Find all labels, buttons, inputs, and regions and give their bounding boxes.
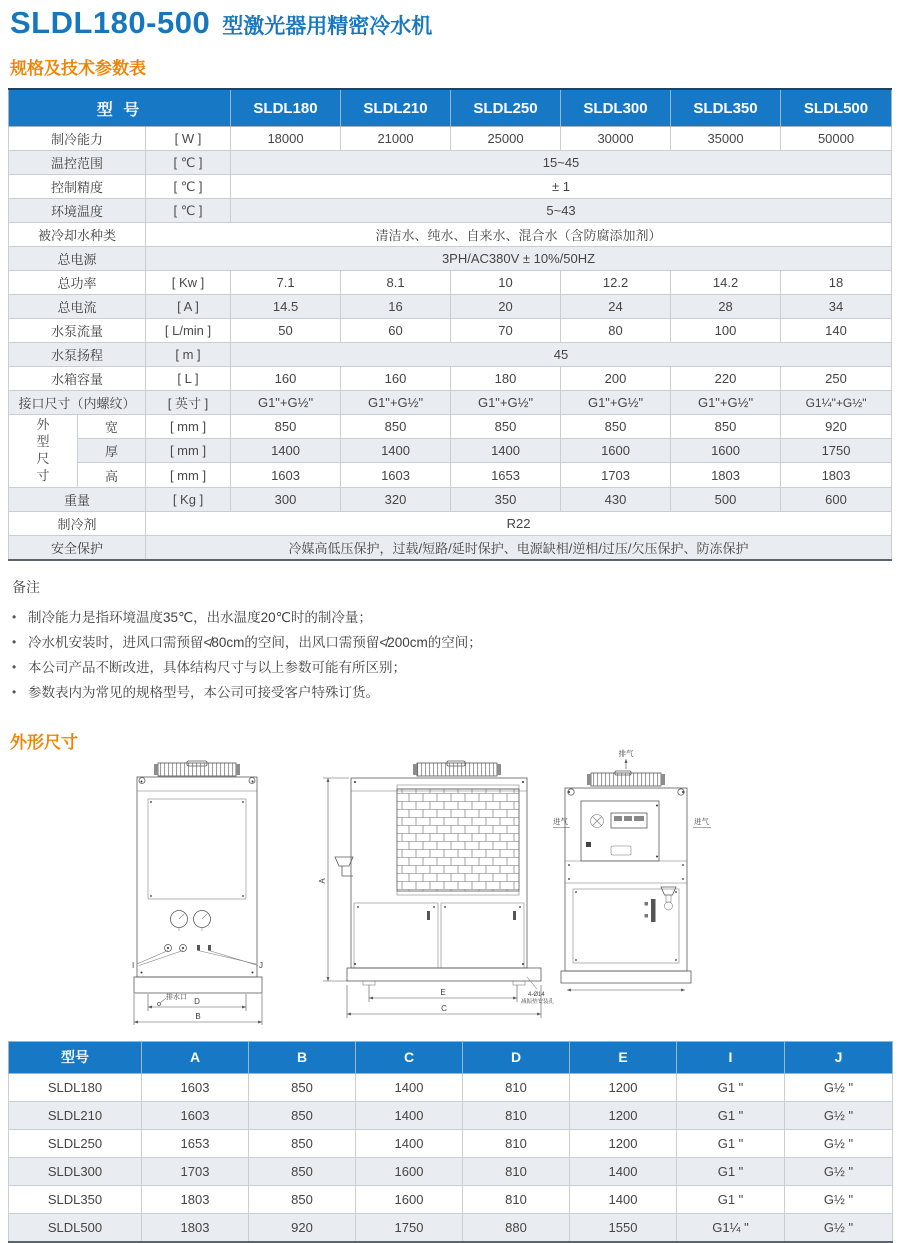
- dims-value-cell: 850: [249, 1185, 356, 1213]
- intake-left-label: [553, 816, 570, 828]
- spec-value-cell: 50: [231, 319, 341, 343]
- dim-label-i: I: [132, 960, 135, 970]
- spec-value-cell: 140: [781, 319, 892, 343]
- spec-merged-cell: 3PH/AC380V ± 10%/50HZ: [146, 247, 892, 271]
- spec-value-cell: 18: [781, 271, 892, 295]
- spec-merged-cell: 15~45: [231, 151, 892, 175]
- spec-merged-cell: R22: [146, 511, 892, 535]
- spec-value-cell: 850: [231, 415, 341, 439]
- spec-value-cell: 1400: [231, 439, 341, 463]
- spec-value-cell: 850: [561, 415, 671, 439]
- dims-model-cell: SLDL250: [9, 1129, 142, 1157]
- spec-row: [9, 127, 892, 151]
- spec-value-cell: 1750: [781, 439, 892, 463]
- dim-label-c: C: [441, 1003, 447, 1013]
- spec-row: [9, 223, 892, 247]
- spec-value-cell: 320: [341, 487, 451, 511]
- note-item: [12, 630, 892, 655]
- spec-value-cell: 1600: [561, 439, 671, 463]
- dims-value-cell: 880: [463, 1213, 570, 1242]
- dims-value-cell: G1 ": [677, 1101, 785, 1129]
- pressure-gauge-icon: [171, 910, 211, 931]
- drain-label: 排水口: [166, 993, 187, 1001]
- control-panel: [581, 801, 659, 861]
- fill-funnel-icon: [661, 887, 676, 895]
- note-bullet: •: [12, 609, 17, 624]
- outline-drawings: [8, 748, 892, 1033]
- spec-unit-cell: [ mm ]: [146, 439, 231, 463]
- spec-label-cell: 重量: [9, 487, 146, 511]
- spec-label-cell: 总电源: [9, 247, 146, 271]
- dims-value-cell: 1400: [356, 1129, 463, 1157]
- spec-value-cell: 1653: [451, 463, 561, 487]
- note-item: [12, 680, 892, 705]
- spec-row: [9, 463, 892, 487]
- spec-value-cell: 35000: [671, 127, 781, 151]
- section-heading-specs: 规格及技术参数表: [10, 59, 146, 79]
- spec-row: [9, 367, 892, 391]
- note-item: [12, 605, 892, 630]
- dims-value-cell: 1200: [570, 1073, 677, 1101]
- dims-value-cell: 850: [249, 1101, 356, 1129]
- note-text: 参数表内为常见的规格型号，本公司可接受客户特殊订货。: [28, 684, 379, 700]
- spec-unit-cell: [ ℃ ]: [146, 175, 231, 199]
- dims-value-cell: G1 ": [677, 1129, 785, 1157]
- spec-value-cell: 1803: [671, 463, 781, 487]
- side-doors: [354, 903, 524, 968]
- spec-row: [9, 175, 892, 199]
- dims-value-cell: G1 ": [677, 1073, 785, 1101]
- dims-header-cell: I: [677, 1041, 785, 1073]
- spec-unit-cell: [ A ]: [146, 295, 231, 319]
- fan-top: [413, 761, 501, 776]
- air-grille: [397, 785, 519, 895]
- dims-value-cell: 850: [249, 1157, 356, 1185]
- dims-value-cell: 1653: [142, 1129, 249, 1157]
- spec-label-cell: 安全保护: [9, 535, 146, 560]
- dim-label-e: E: [440, 987, 446, 997]
- spec-value-cell: 850: [671, 415, 781, 439]
- spec-label-cell: 水泵扬程: [9, 343, 146, 367]
- spec-value-cell: 60: [341, 319, 451, 343]
- dims-value-cell: 850: [249, 1129, 356, 1157]
- dims-value-cell: 1400: [570, 1185, 677, 1213]
- spec-sublabel-cell: 宽: [78, 415, 146, 439]
- dim-d: [148, 994, 246, 1011]
- dims-value-cell: 1600: [356, 1185, 463, 1213]
- dims-value-cell: 1400: [570, 1157, 677, 1185]
- spec-row: [9, 199, 892, 223]
- spec-value-cell: 1803: [781, 463, 892, 487]
- spec-label-cell: 总电流: [9, 295, 146, 319]
- spec-value-cell: 16: [341, 295, 451, 319]
- dims-row: [9, 1213, 893, 1242]
- spec-unit-cell: [ 英寸 ]: [146, 391, 231, 415]
- spec-value-cell: 1603: [231, 463, 341, 487]
- spec-sublabel-cell: 厚: [78, 439, 146, 463]
- dims-header-cell: C: [356, 1041, 463, 1073]
- spec-unit-cell: [ ℃ ]: [146, 151, 231, 175]
- spec-label-cell: 控制精度: [9, 175, 146, 199]
- title-model: SLDL180-500: [10, 5, 211, 40]
- spec-value-cell: 7.1: [231, 271, 341, 295]
- spec-value-cell: 160: [231, 367, 341, 391]
- exhaust-label: 排气: [618, 748, 634, 758]
- spec-row: [9, 415, 892, 439]
- spec-merged-cell: 清洁水、纯水、自来水、混合水（含防腐添加剂）: [146, 223, 892, 247]
- dims-value-cell: 1603: [142, 1073, 249, 1101]
- spec-value-cell: 70: [451, 319, 561, 343]
- note-item: [12, 655, 892, 680]
- model-header-cell: SLDL210: [341, 89, 451, 127]
- dims-row: [9, 1101, 893, 1129]
- spec-value-cell: G1"+G½": [341, 391, 451, 415]
- dims-model-cell: SLDL350: [9, 1185, 142, 1213]
- model-header-cell: SLDL180: [231, 89, 341, 127]
- spec-value-cell: 920: [781, 415, 892, 439]
- spec-label-cell: 水泵流量: [9, 319, 146, 343]
- note-text: 冷水机安装时，进风口需预留≮80cm的空间，出风口需预留≮200cm的空间；: [28, 634, 482, 650]
- dims-model-cell: SLDL210: [9, 1101, 142, 1129]
- spec-row: [9, 511, 892, 535]
- dims-row: [9, 1073, 893, 1101]
- spec-value-cell: 200: [561, 367, 671, 391]
- fan-top: [154, 761, 240, 776]
- dims-header-cell: B: [249, 1041, 356, 1073]
- switch-icon: [586, 842, 591, 847]
- spec-row: [9, 319, 892, 343]
- level-gauge-icon: [651, 899, 656, 922]
- spec-row: [9, 271, 892, 295]
- dim-a: [318, 778, 349, 981]
- spec-value-cell: 18000: [231, 127, 341, 151]
- front-view-drawing: [132, 761, 264, 1029]
- spec-value-cell: 100: [671, 319, 781, 343]
- spec-value-cell: G1"+G½": [231, 391, 341, 415]
- spec-value-cell: G1"+G½": [561, 391, 671, 415]
- dims-value-cell: 1803: [142, 1185, 249, 1213]
- spec-value-cell: 160: [341, 367, 451, 391]
- base-frame: [561, 971, 691, 983]
- dims-value-cell: 1200: [570, 1129, 677, 1157]
- dims-value-cell: 810: [463, 1129, 570, 1157]
- spec-value-cell: 350: [451, 487, 561, 511]
- spec-row: [9, 487, 892, 511]
- spec-label-cell: 制冷剂: [9, 511, 146, 535]
- dim-label-a: A: [318, 877, 327, 884]
- spec-label-cell: 水箱容量: [9, 367, 146, 391]
- spec-label-cell: 被冷却水种类: [9, 223, 146, 247]
- dims-value-cell: 920: [249, 1213, 356, 1242]
- spec-unit-cell: [ mm ]: [146, 463, 231, 487]
- side-view-drawing: [318, 761, 555, 1029]
- dims-value-cell: 810: [463, 1185, 570, 1213]
- dims-row: [9, 1129, 893, 1157]
- dims-value-cell: 1200: [570, 1101, 677, 1129]
- spec-value-cell: 850: [451, 415, 561, 439]
- rear-view-drawing: [553, 747, 713, 1019]
- spec-unit-cell: [ Kw ]: [146, 271, 231, 295]
- spec-label-cell: 总功率: [9, 271, 146, 295]
- lifting-eye-icon: [249, 777, 255, 783]
- dims-header-cell: E: [570, 1041, 677, 1073]
- mounting-holes-line2: 减振垫安装孔: [521, 998, 555, 1005]
- spec-row: [9, 295, 892, 319]
- spec-value-cell: 300: [231, 487, 341, 511]
- note-bullet: •: [12, 634, 17, 649]
- spec-sublabel-cell: 高: [78, 463, 146, 487]
- spec-value-cell: 1400: [341, 439, 451, 463]
- spec-value-cell: 1703: [561, 463, 671, 487]
- spec-row: [9, 535, 892, 560]
- spec-value-cell: 1400: [451, 439, 561, 463]
- spec-value-cell: G1¼"+G½": [781, 391, 892, 415]
- spec-value-cell: 1603: [341, 463, 451, 487]
- mounting-holes-line1: 4-Ø14: [528, 991, 545, 998]
- dims-value-cell: 1603: [142, 1101, 249, 1129]
- notes: [12, 577, 892, 705]
- dims-table: [8, 1041, 893, 1243]
- note-text: 本公司产品不断改进，具体结构尺寸与以上参数可能有所区别；: [28, 659, 406, 675]
- spec-unit-cell: [ ℃ ]: [146, 199, 231, 223]
- spec-value-cell: G1"+G½": [671, 391, 781, 415]
- spec-row: [9, 391, 892, 415]
- spec-value-cell: 500: [671, 487, 781, 511]
- section-heading-dims: 外形尺寸: [10, 732, 78, 752]
- dims-value-cell: G½ ": [785, 1157, 893, 1185]
- dims-header-cell: A: [142, 1041, 249, 1073]
- spec-row: [9, 151, 892, 175]
- dims-value-cell: G½ ": [785, 1185, 893, 1213]
- spec-unit-cell: [ m ]: [146, 343, 231, 367]
- dims-value-cell: 810: [463, 1073, 570, 1101]
- model-header-cell: SLDL350: [671, 89, 781, 127]
- dims-model-cell: SLDL300: [9, 1157, 142, 1185]
- dims-header-row: [9, 1041, 893, 1073]
- notes-title: 备注: [12, 578, 40, 595]
- spec-value-cell: 80: [561, 319, 671, 343]
- dims-value-cell: 850: [249, 1073, 356, 1101]
- dims-value-cell: G½ ": [785, 1073, 893, 1101]
- spec-merged-cell: 冷媒高低压保护，过载/短路/延时保护、电源缺相/逆相/过压/欠压保护、防冻保护: [146, 535, 892, 560]
- spec-value-cell: G1"+G½": [451, 391, 561, 415]
- model-header-cell: SLDL500: [781, 89, 892, 127]
- dims-value-cell: 1750: [356, 1213, 463, 1242]
- model-header-cell: SLDL300: [561, 89, 671, 127]
- dims-value-cell: 1550: [570, 1213, 677, 1242]
- spec-label-cell: 温控范围: [9, 151, 146, 175]
- spec-value-cell: 430: [561, 487, 671, 511]
- spec-value-cell: 14.2: [671, 271, 781, 295]
- intake-right-label: [693, 816, 711, 828]
- spec-unit-cell: [ mm ]: [146, 415, 231, 439]
- spec-value-cell: 600: [781, 487, 892, 511]
- note-bullet: •: [12, 659, 17, 674]
- dim-label-b: B: [195, 1011, 201, 1021]
- note-bullet: •: [12, 684, 17, 699]
- spec-value-cell: 250: [781, 367, 892, 391]
- spec-value-cell: 14.5: [231, 295, 341, 319]
- dims-header-cell: 型号: [9, 1041, 142, 1073]
- dims-header-cell: J: [785, 1041, 893, 1073]
- dims-value-cell: G1 ": [677, 1157, 785, 1185]
- svg-text:进气: 进气: [694, 816, 709, 826]
- spec-merged-cell: 5~43: [231, 199, 892, 223]
- spec-value-cell: 220: [671, 367, 781, 391]
- spec-merged-cell: ± 1: [231, 175, 892, 199]
- spec-value-cell: 8.1: [341, 271, 451, 295]
- cabinet-rear: [565, 788, 687, 971]
- spec-value-cell: 34: [781, 295, 892, 319]
- spec-label-cell: 接口尺寸（内螺纹）: [9, 391, 146, 415]
- spec-corner-header: 型 号: [9, 89, 231, 127]
- spec-unit-cell: [ W ]: [146, 127, 231, 151]
- base-frame: [347, 968, 541, 981]
- dim-label-j: J: [259, 960, 263, 970]
- spec-table: [8, 88, 892, 561]
- spec-value-cell: 180: [451, 367, 561, 391]
- group-label-cell: 外型尺寸: [9, 415, 78, 488]
- lifting-eye-icon: [139, 777, 145, 783]
- drain-funnel-icon: [335, 857, 353, 879]
- spec-row: [9, 343, 892, 367]
- spec-row: [9, 439, 892, 463]
- spec-unit-cell: [ L ]: [146, 367, 231, 391]
- dims-value-cell: G1¼ ": [677, 1213, 785, 1242]
- spec-label-cell: 制冷能力: [9, 127, 146, 151]
- spec-value-cell: 10: [451, 271, 561, 295]
- page-title: [8, 6, 892, 40]
- nameplate-icon: [611, 846, 631, 855]
- dims-value-cell: G½ ": [785, 1101, 893, 1129]
- base-frame: [134, 977, 262, 993]
- spec-unit-cell: [ L/min ]: [146, 319, 231, 343]
- dims-value-cell: G½ ": [785, 1213, 893, 1242]
- spec-header-row: [9, 89, 892, 127]
- dim-label-d: D: [194, 996, 200, 1006]
- spec-value-cell: 1600: [671, 439, 781, 463]
- dims-model-cell: SLDL500: [9, 1213, 142, 1242]
- dims-row: [9, 1185, 893, 1213]
- dims-value-cell: 1400: [356, 1073, 463, 1101]
- spec-value-cell: 28: [671, 295, 781, 319]
- dim-e: [369, 985, 517, 1002]
- title-suffix: 型激光器用精密冷水机: [222, 15, 433, 38]
- dims-value-cell: G½ ": [785, 1129, 893, 1157]
- dims-value-cell: 1803: [142, 1213, 249, 1242]
- spec-merged-cell: 45: [231, 343, 892, 367]
- model-header-cell: SLDL250: [451, 89, 561, 127]
- lower-compartment: [573, 887, 679, 963]
- dims-value-cell: 1400: [356, 1101, 463, 1129]
- svg-text:进气: 进气: [553, 816, 568, 826]
- dims-value-cell: G1 ": [677, 1185, 785, 1213]
- spec-label-cell: 环境温度: [9, 199, 146, 223]
- dims-value-cell: 1703: [142, 1157, 249, 1185]
- spec-value-cell: 850: [341, 415, 451, 439]
- fan-top: [587, 771, 665, 786]
- dims-value-cell: 1600: [356, 1157, 463, 1185]
- dims-value-cell: 810: [463, 1101, 570, 1129]
- water-connectors: [165, 944, 212, 951]
- spec-value-cell: 25000: [451, 127, 561, 151]
- spec-value-cell: 24: [561, 295, 671, 319]
- notes-list: [12, 605, 892, 705]
- spec-value-cell: 50000: [781, 127, 892, 151]
- spec-value-cell: 30000: [561, 127, 671, 151]
- spec-value-cell: 12.2: [561, 271, 671, 295]
- dims-header-cell: D: [463, 1041, 570, 1073]
- spec-unit-cell: [ Kg ]: [146, 487, 231, 511]
- spec-value-cell: 21000: [341, 127, 451, 151]
- dims-value-cell: 810: [463, 1157, 570, 1185]
- note-text: 制冷能力是指环境温度35℃，出水温度20℃时的制冷量；: [28, 609, 372, 625]
- dims-model-cell: SLDL180: [9, 1073, 142, 1101]
- dims-row: [9, 1157, 893, 1185]
- spec-value-cell: 20: [451, 295, 561, 319]
- spec-row: [9, 247, 892, 271]
